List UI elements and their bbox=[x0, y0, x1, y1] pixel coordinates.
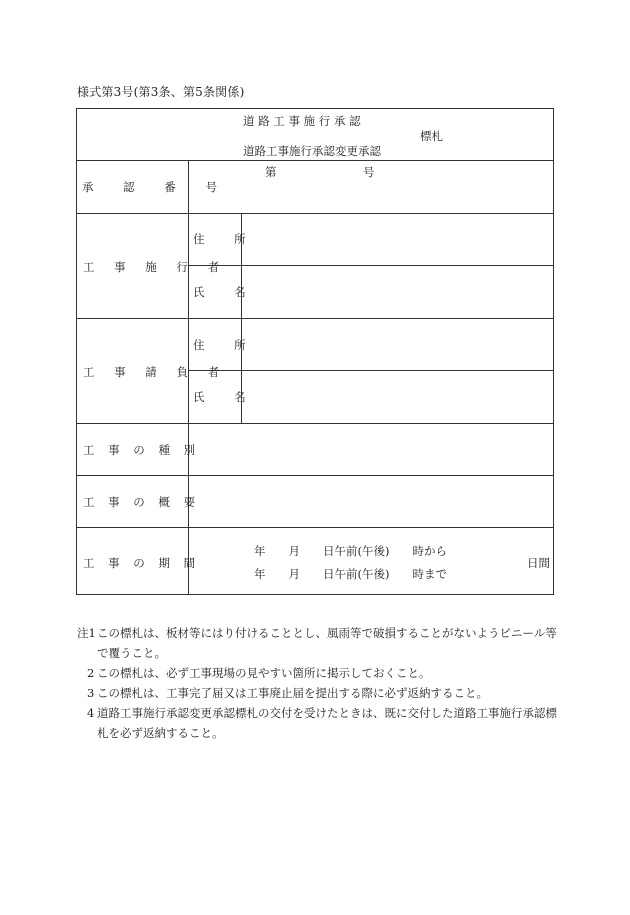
row-divider bbox=[188, 370, 553, 371]
note-text: この標札は、板材等にはり付けることとし、風雨等で破損することがないようビニール等で覆うこと。 bbox=[97, 626, 557, 660]
approval-number-dai: 第 bbox=[265, 165, 277, 179]
contractor-address-label: 住 所 bbox=[193, 232, 259, 246]
note-number: 注1 bbox=[77, 626, 96, 640]
form-table bbox=[76, 108, 554, 595]
row-divider bbox=[77, 423, 553, 424]
work-summary-label: 工 事 の 概 要 bbox=[83, 495, 201, 509]
approval-number-label: 承 認 番 号 bbox=[82, 180, 230, 194]
contractor-name-label: 氏 名 bbox=[193, 285, 259, 299]
subcontractor-address-label: 住 所 bbox=[193, 338, 259, 352]
work-period-label: 工 事 の 期 間 bbox=[83, 556, 201, 570]
subcontractor-label: 工 事 請 負 者 bbox=[83, 365, 228, 379]
row-divider bbox=[77, 318, 553, 319]
note-text: 道路工事施行承認変更承認標札の交付を受けたときは、既に交付した道路工事施行承認標札を必ず返納すること。 bbox=[97, 706, 557, 740]
contractor-label: 工 事 施 行 者 bbox=[83, 260, 228, 274]
row-divider bbox=[77, 160, 553, 161]
period-start: 年 月 日午前(午後) 時から bbox=[254, 544, 447, 558]
title-plate: 標札 bbox=[420, 129, 443, 143]
period-days: 日間 bbox=[527, 556, 550, 570]
form-number-label: 様式第3号(第3条、第5条関係) bbox=[77, 85, 245, 99]
row-divider bbox=[188, 265, 553, 266]
note-number: 2 bbox=[87, 666, 95, 680]
row-divider bbox=[77, 475, 553, 476]
note-item bbox=[77, 683, 562, 703]
approval-number-go: 号 bbox=[363, 165, 375, 179]
row-divider bbox=[77, 213, 553, 214]
note-item bbox=[77, 623, 562, 663]
subcontractor-name-label: 氏 名 bbox=[193, 390, 259, 404]
note-text: この標札は、必ず工事現場の見やすい箇所に掲示しておくこと。 bbox=[97, 666, 431, 680]
note-text: この標札は、工事完了届又は工事廃止届を提出する際に必ず返納すること。 bbox=[97, 686, 488, 700]
work-type-label: 工 事 の 種 別 bbox=[83, 443, 201, 457]
period-end: 年 月 日午前(午後) 時まで bbox=[254, 567, 447, 581]
row-divider bbox=[77, 527, 553, 528]
title-change-approval: 道路工事施行承認変更承認 bbox=[243, 144, 381, 158]
title-approval: 道 路 工 事 施 行 承 認 bbox=[243, 114, 361, 128]
notes-section bbox=[77, 623, 562, 743]
note-number: 4 bbox=[87, 706, 95, 720]
note-item bbox=[77, 663, 562, 683]
note-item bbox=[77, 703, 562, 743]
note-number: 3 bbox=[87, 686, 95, 700]
